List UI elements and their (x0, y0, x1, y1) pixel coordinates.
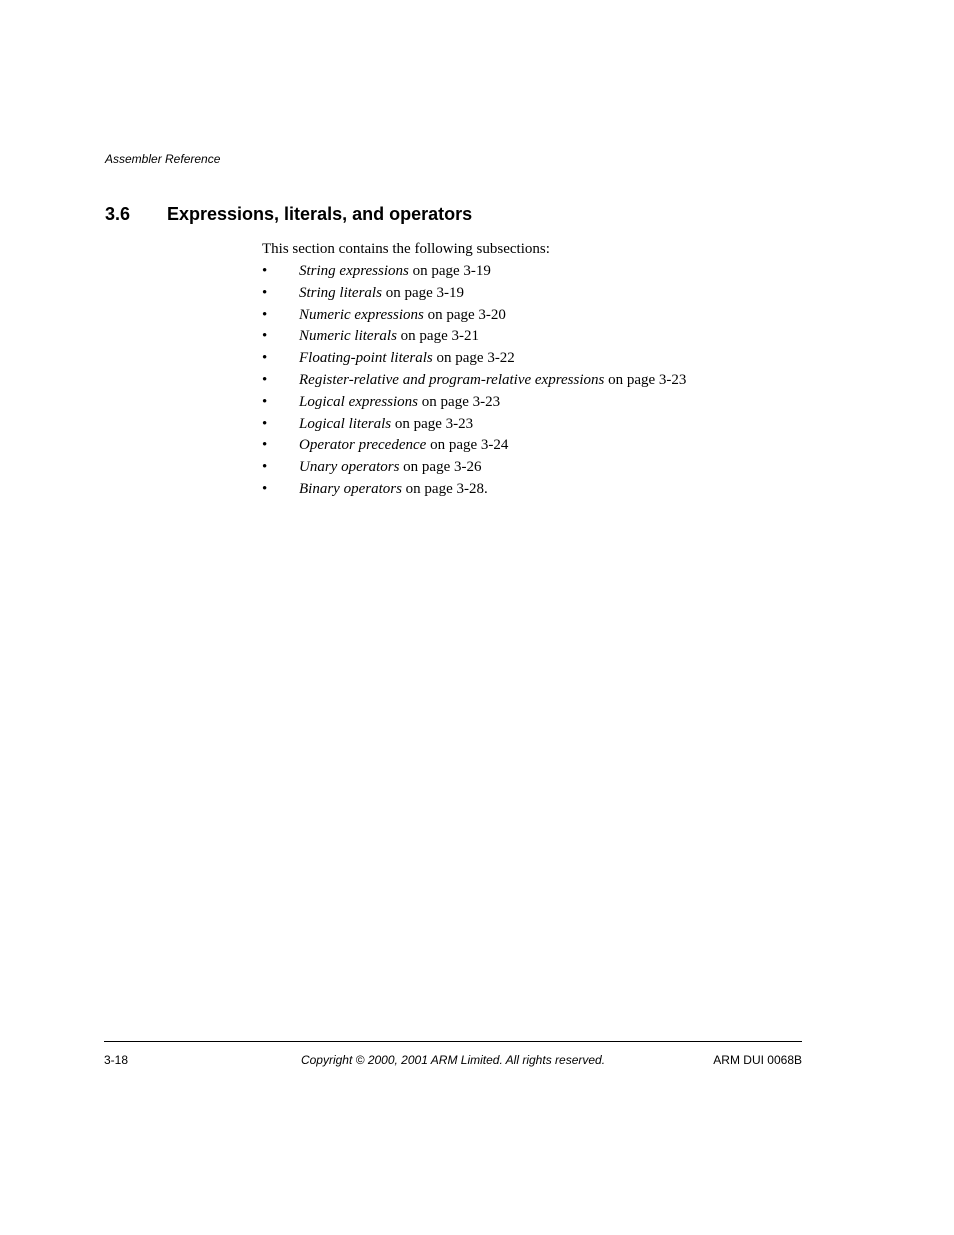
subsection-entry (299, 414, 473, 434)
subsection-link[interactable]: Floating-point literals (299, 350, 433, 367)
subsection-link[interactable]: Operator precedence (299, 437, 427, 454)
running-header: Assembler Reference (105, 152, 221, 166)
bullet-icon: • (262, 393, 268, 410)
subsection-item (262, 261, 822, 283)
subsection-list (262, 261, 822, 501)
page-reference: on page 3-23 (604, 371, 687, 388)
subsection-item (262, 283, 822, 305)
page-reference: on page 3-23 (418, 393, 501, 410)
page-footer (104, 1052, 802, 1068)
subsection-link[interactable]: Numeric expressions (299, 306, 424, 323)
page-reference: on page 3-23 (391, 415, 474, 432)
bullet-icon: • (262, 350, 268, 367)
subsection-item (262, 392, 822, 414)
page-reference: on page 3-22 (432, 350, 515, 367)
subsection-item (262, 326, 822, 348)
subsection-entry (299, 370, 686, 390)
subsection-link[interactable]: Binary operators (299, 480, 402, 497)
page-reference: on page 3-24 (426, 437, 509, 454)
bullet-icon: • (262, 415, 268, 432)
subsection-item (262, 479, 822, 501)
footer-document-id: ARM DUI 0068B (713, 1053, 802, 1067)
subsection-link[interactable]: Logical expressions (299, 393, 419, 410)
intro-text: This section contains the following subsections: (262, 241, 550, 257)
subsection-entry (299, 479, 488, 499)
page-reference: on page 3-20 (423, 306, 506, 323)
section-heading (105, 203, 472, 225)
footer-page-number: 3-18 (104, 1053, 129, 1067)
subsection-link[interactable]: String literals (299, 284, 382, 301)
page-reference: on page 3-21 (396, 328, 479, 345)
section-body (262, 239, 822, 501)
subsection-item (262, 370, 822, 392)
subsection-link[interactable]: Unary operators (299, 459, 400, 476)
page-reference: on page 3-26 (399, 459, 482, 476)
bullet-icon: • (262, 284, 268, 301)
bullet-icon: • (262, 459, 268, 476)
bullet-icon: • (262, 480, 268, 497)
page-reference: on page 3-19 (408, 263, 491, 279)
bullet-icon: • (262, 306, 268, 323)
subsection-item (262, 457, 822, 479)
subsection-item (262, 414, 822, 436)
bullet-icon: • (262, 437, 268, 454)
page-reference: on page 3-28. (401, 480, 488, 497)
subsection-entry (299, 392, 500, 412)
footer-divider (104, 1041, 802, 1042)
subsection-entry (299, 348, 515, 368)
bullet-icon: • (262, 328, 268, 345)
footer-copyright: Copyright © 2000, 2001 ARM Limited. All rights reserved. (300, 1053, 606, 1067)
subsection-link[interactable]: Logical literals (299, 415, 392, 432)
subsection-entry (299, 326, 479, 346)
subsection-link[interactable]: Numeric literals (299, 328, 397, 345)
subsection-item (262, 305, 822, 327)
subsection-link[interactable]: Register-relative and program-relative expressions (299, 371, 605, 388)
bullet-icon: • (262, 371, 268, 388)
subsection-entry (299, 457, 481, 477)
subsection-item (262, 435, 822, 457)
section-title: Expressions, literals, and operators (167, 204, 473, 224)
bullet-icon: • (262, 263, 268, 279)
subsection-entry (299, 283, 464, 303)
subsection-item (262, 348, 822, 370)
subsection-entry (299, 305, 506, 325)
subsection-link[interactable]: String expressions (299, 263, 409, 279)
subsection-entry (299, 261, 491, 281)
page-reference: on page 3-19 (381, 284, 464, 301)
subsection-entry (299, 435, 508, 455)
section-number: 3.6 (105, 204, 131, 224)
